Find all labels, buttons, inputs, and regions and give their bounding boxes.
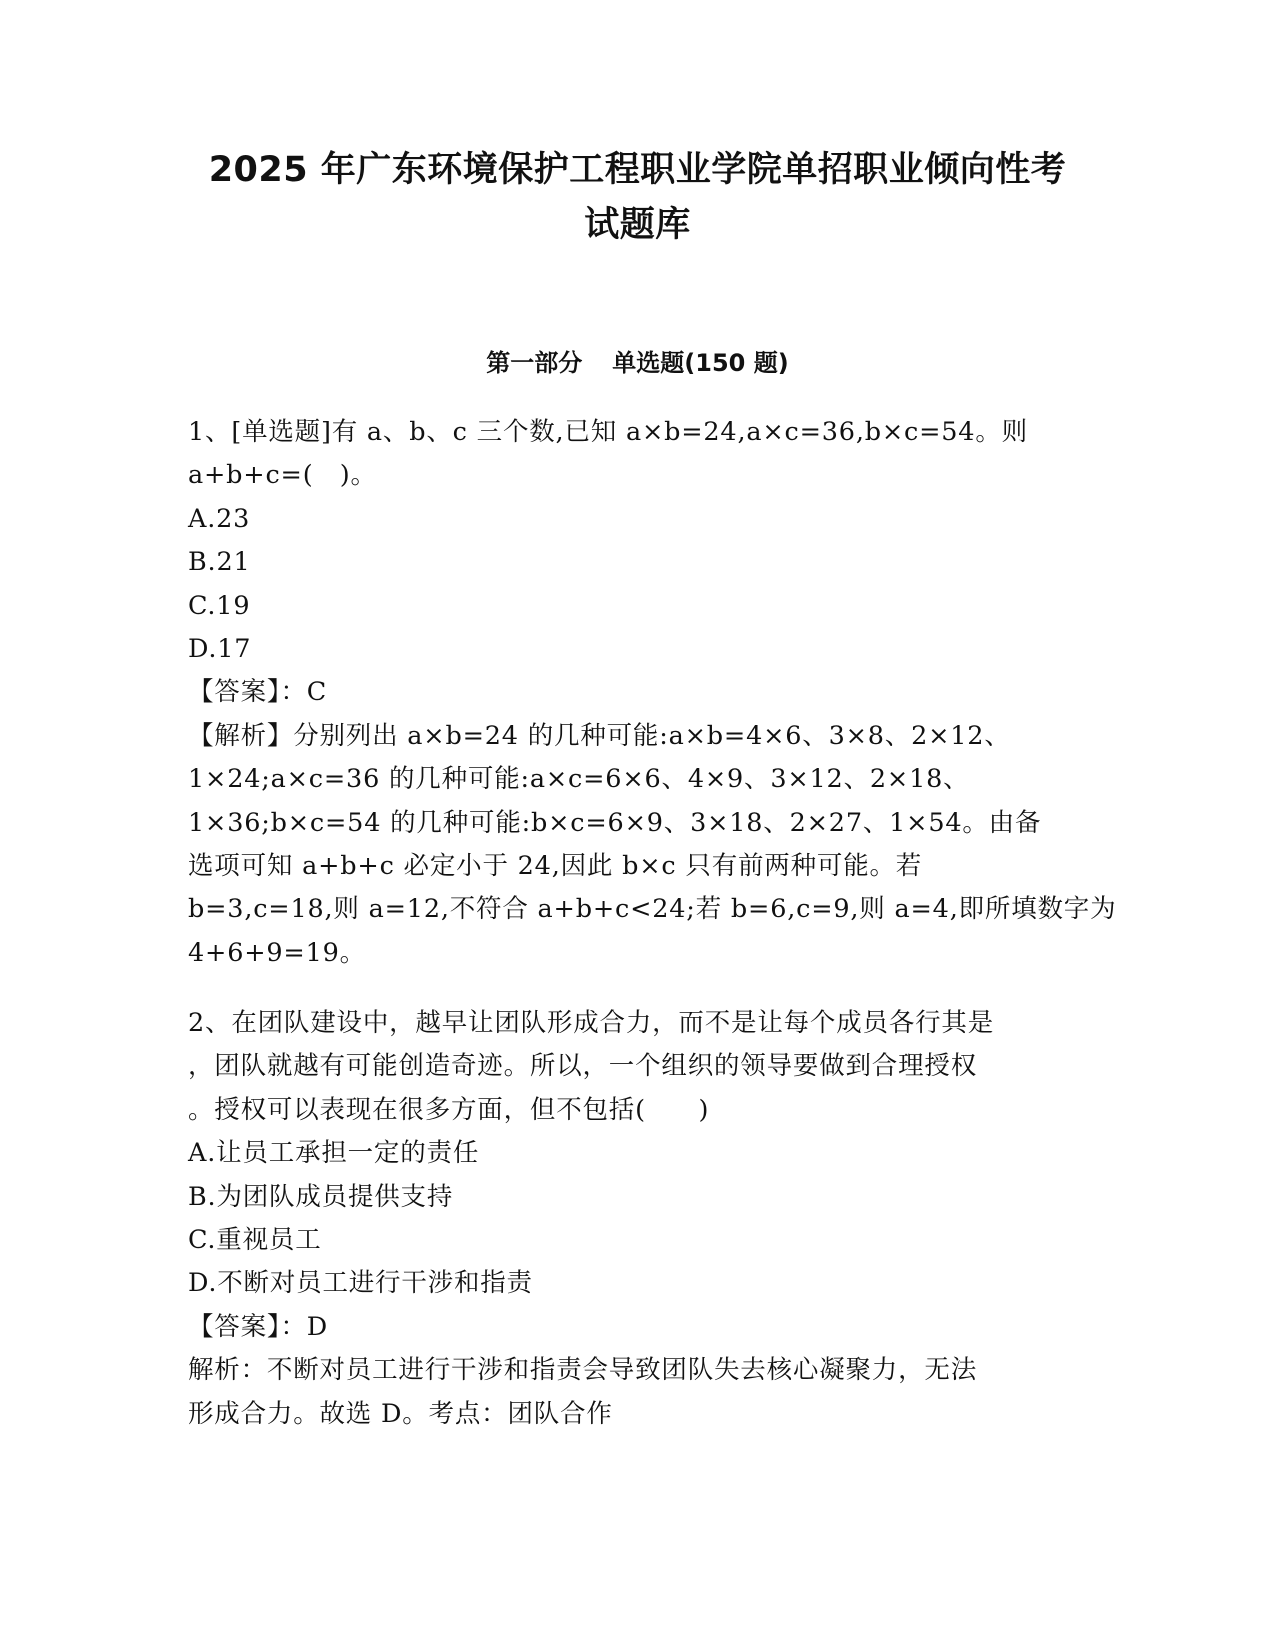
title-line-1: 2025 年广东环境保护工程职业学院单招职业倾向性考	[208, 150, 1067, 190]
question-2	[188, 1002, 1088, 1436]
analysis-line: 1×36;b×c=54 的几种可能:b×c=6×9、3×18、2×27、1×54。由备	[188, 807, 1042, 838]
option-c: C.重视员工	[188, 1225, 322, 1256]
analysis-line: b=3,c=18,则 a=12,不符合 a+b+c<24;若 b=6,c=9,则 a=4,即所填数字为	[188, 894, 1117, 925]
option-a: A.23	[188, 503, 251, 534]
answer-line: 【答案】：C	[188, 677, 328, 708]
question-1	[188, 411, 1117, 975]
option-d: D.不断对员工进行干涉和指责	[188, 1268, 533, 1299]
analysis-line: 1×24;a×c=36 的几种可能:a×c=6×6、4×9、3×12、2×18、	[188, 764, 970, 795]
question-stem-line: 1、[单选题]有 a、b、c 三个数,已知 a×b=24,a×c=36,b×c=54。则	[188, 417, 1028, 447]
analysis-line: 【解析】分别列出 a×b=24 的几种可能:a×b=4×6、3×8、2×12、	[188, 720, 1011, 751]
option-b: B.21	[188, 547, 251, 578]
question-stem-line: a+b+c=( )。	[188, 460, 377, 491]
document-title	[150, 143, 1125, 253]
title-line-2: 试题库	[584, 205, 691, 245]
option-d: D.17	[188, 634, 252, 665]
question-stem-line: 。授权可以表现在很多方面，但不包括( )	[188, 1094, 710, 1125]
question-stem-line: ，团队就越有可能创造奇迹。所以，一个组织的领导要做到合理授权	[188, 1051, 978, 1082]
option-c: C.19	[188, 590, 251, 621]
section-heading	[150, 346, 1125, 380]
analysis-line: 4+6+9=19。	[188, 937, 366, 968]
answer-line: 【答案】：D	[188, 1311, 328, 1342]
option-b: B.为团队成员提供支持	[188, 1181, 454, 1212]
analysis-line: 形成合力。故选 D。考点：团队合作	[188, 1398, 613, 1429]
question-stem-line: 2、在团队建设中，越早让团队形成合力，而不是让每个成员各行其是	[188, 1008, 995, 1038]
section-name: 单选题(150 题)	[612, 349, 789, 377]
option-a: A.让员工承担一定的责任	[188, 1138, 480, 1169]
analysis-line: 选项可知 a+b+c 必定小于 24,因此 b×c 只有前两种可能。若	[188, 851, 923, 882]
section-part: 第一部分	[486, 349, 583, 377]
analysis-line: 解析：不断对员工进行干涉和指责会导致团队失去核心凝聚力，无法	[188, 1355, 978, 1386]
